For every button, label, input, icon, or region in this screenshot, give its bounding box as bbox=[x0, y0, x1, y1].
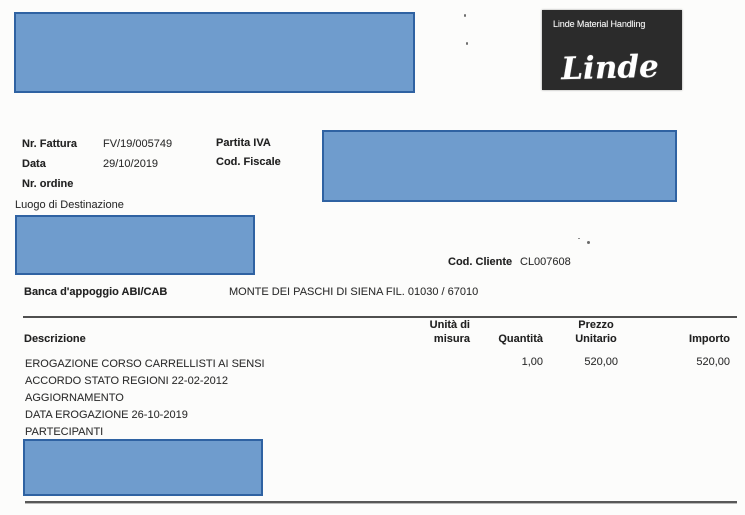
col-header-quantita: Quantità bbox=[498, 333, 543, 345]
scan-speck bbox=[464, 14, 466, 17]
line-item-importo: 520,00 bbox=[696, 356, 730, 368]
scan-speck bbox=[578, 238, 580, 239]
nr-fattura-value: FV/19/005749 bbox=[103, 138, 173, 150]
col-header-importo: Importo bbox=[689, 333, 730, 345]
table-top-rule bbox=[23, 316, 737, 318]
redaction-box-customer-address bbox=[322, 130, 677, 202]
col-header-prezzo-unitario bbox=[566, 319, 626, 346]
description-line: DATA EROGAZIONE 26-10-2019 bbox=[25, 409, 188, 421]
data-value: 29/10/2019 bbox=[103, 158, 159, 170]
cod-fiscale-label: Cod. Fiscale bbox=[216, 156, 281, 168]
col-header-descrizione: Descrizione bbox=[24, 333, 86, 345]
col-header-unita-misura bbox=[400, 319, 470, 346]
luogo-destinazione-label: Luogo di Destinazione bbox=[15, 199, 124, 211]
linde-logo bbox=[542, 10, 682, 90]
description-line: ACCORDO STATO REGIONI 22-02-2012 bbox=[25, 375, 228, 387]
redaction-box-sender-address bbox=[14, 12, 415, 93]
partita-iva-label: Partita IVA bbox=[216, 137, 271, 149]
col-header-unita-line2: misura bbox=[433, 332, 470, 345]
scan-speck bbox=[587, 241, 590, 244]
cod-cliente-label: Cod. Cliente bbox=[448, 256, 513, 268]
col-header-prezzo-line2: Unitario bbox=[575, 332, 617, 345]
col-header-prezzo-line1: Prezzo bbox=[578, 319, 614, 331]
col-header-unita-line1: Unità di bbox=[429, 319, 470, 331]
redaction-box-destination bbox=[15, 215, 255, 275]
banca-appoggio-value: MONTE DEI PASCHI DI SIENA FIL. 01030 / 67010 bbox=[229, 286, 479, 298]
banca-appoggio-label: Banca d'appoggio ABI/CAB bbox=[24, 286, 168, 298]
description-line: EROGAZIONE CORSO CARRELLISTI AI SENSI bbox=[25, 358, 265, 370]
description-line: AGGIORNAMENTO bbox=[25, 392, 124, 404]
scan-speck bbox=[466, 42, 468, 45]
line-item-prezzo-unitario: 520,00 bbox=[584, 356, 618, 368]
table-bottom-rule bbox=[25, 501, 737, 503]
line-item-quantita: 1,00 bbox=[521, 356, 543, 368]
nr-fattura-label: Nr. Fattura bbox=[22, 138, 78, 150]
linde-wordmark-icon: Linde bbox=[560, 48, 660, 88]
line-item-description bbox=[25, 356, 265, 441]
linde-brand-line: Linde Material Handling bbox=[553, 19, 646, 29]
description-line: PARTECIPANTI bbox=[25, 426, 104, 438]
data-label: Data bbox=[22, 158, 46, 170]
cod-cliente-value: CL007608 bbox=[520, 256, 571, 268]
redaction-box-participants bbox=[23, 439, 263, 496]
nr-ordine-label: Nr. ordine bbox=[22, 178, 74, 190]
